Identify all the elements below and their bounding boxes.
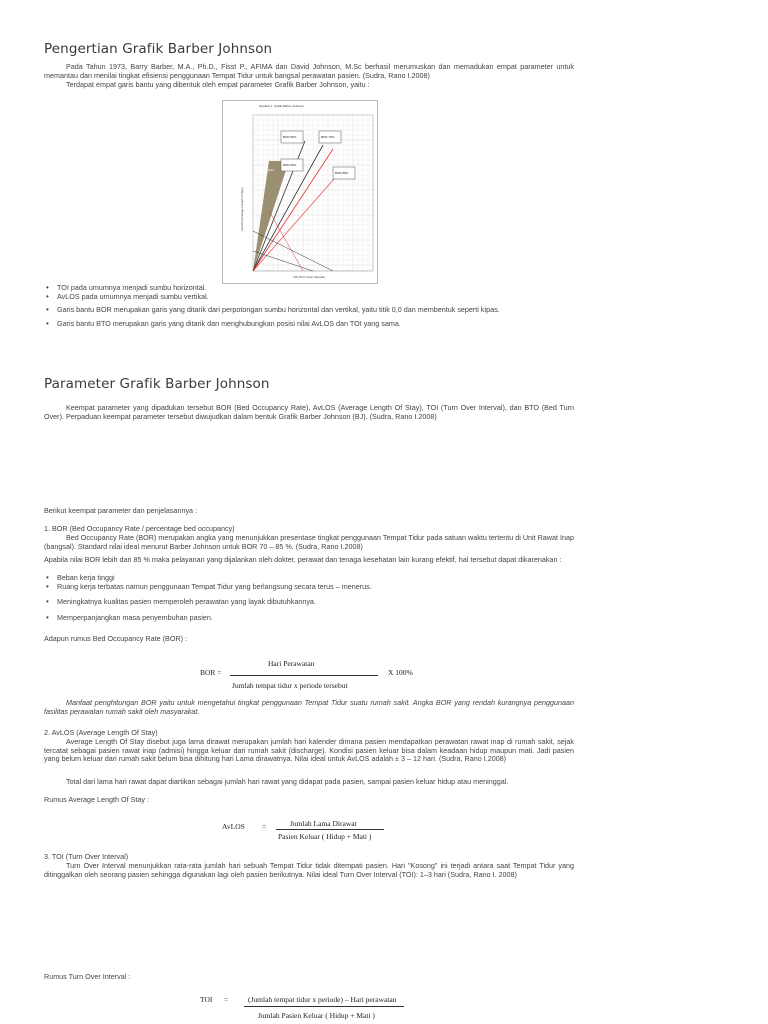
bor-heading: 1. BOR (Bed Occupancy Rate / percentage bed occupancy): [44, 524, 235, 533]
callout-1-text: BOR 50%: [283, 135, 297, 139]
avlos-formula-left: AvLOS: [222, 822, 245, 831]
avlos-formula-numerator: Jumlah Lama Dirawat: [290, 819, 357, 828]
bor-formula-divider: [230, 675, 378, 676]
toi-formula-denominator: Jumlah Pasien Keluar ( Hidup + Mati ): [258, 1011, 375, 1020]
avlos-text-2: Total dari lama hari rawat dapat diartikan sebagai jumlah hari rawat yang didapat pada pasien, sampai pasien keluar hidup atau meninggal.: [66, 777, 509, 786]
bor-formula-denominator: Jumlah tempat tidur x periode tersebut: [232, 681, 348, 690]
list-item: • TOI pada umumnya menjadi sumbu horizontal.: [44, 284, 584, 293]
bor-formula-left: BOR =: [200, 668, 222, 677]
callout-4-text: BOR 90%: [283, 163, 297, 167]
intro-paragraph-2: Terdapat empat garis bantu yang dibentuk oleh empat parameter Grafik Barber Johnson, yaitu :: [66, 80, 370, 89]
chart-ylabel: AvLOS (Average Length of Stay): [240, 187, 244, 231]
toi-formula-left: TOI: [200, 995, 213, 1004]
list-item: • Garis bantu BTO merupakan garis yang ditarik dan menghubungkan posisi nilai AvLOS dan TOI yang sama.: [44, 320, 584, 329]
avlos-formula-divider: [276, 829, 384, 830]
bor-text-2: Apabila nilai BOR lebih dari 85 % maka pelayanan yang dijalankan oleh dokter, perawat dan tenaga kesehatan lain kurang efektif, hal tersebut dapat dikarenakan :: [44, 555, 562, 564]
section-title-parameter: Parameter Grafik Barber Johnson: [44, 376, 270, 392]
intro-paragraph: Pada Tahun 1973, Barry Barber, M.A., Ph.D., Fisst P., AFIMA dan David Johnson, M.Sc berhasil merumuskan dan memadukan empat parameter untuk memantau dan menilai tingkat efisiensi penggunaan Tempat Tidur untuk bangsal perawatan pasien. (Sudra, Rano I.2008): [44, 62, 574, 80]
toi-formula-numerator: (Jumlah tempat tidur x periode) – Hari perawatan: [248, 995, 397, 1004]
list-item: • Ruang kerja terbatas namun penggunaan Tempat Tidur yang berlangsung secara terus – menerus.: [44, 583, 584, 592]
bor-bullet-list: [44, 574, 584, 622]
list-item: • Beban kerja tinggi: [44, 574, 584, 583]
toi-text: Turn Over Interval menunjukkan rata-rata jumlah hari sebuah Tempat Tidur tidak ditempati pasien. Hari "Kosong" ini terjadi antara saat Tempat Tidur yang ditinggalkan oleh seorang pasien sehingga digunakan lagi oleh pasien berikutnya. Nilai ideal Turn Over Interval (TOI): 1–3 hari (Sudra, Rano I. 2008): [44, 861, 574, 879]
parameter-paragraph: Keempat parameter yang dipadukan tersebut BOR (Bed Occupancy Rate), AvLOS (Average Length Of Stay), TOI (Turn Over Interval), dan BTO (Bed Turn Over). Perpaduan keempat parameter tersebut diwujudkan dalam bentuk Grafik Barber Johnson (BJ). (Sudra, Rano I.2008): [44, 403, 574, 421]
efficient-region-label: Daerah Efisien: [256, 168, 275, 172]
toi-formula-lead: Rumus Turn Over Interval :: [44, 972, 131, 981]
avlos-formula-denominator: Pasien Keluar ( Hidup + Mati ): [278, 832, 372, 841]
avlos-heading: 2. AvLOS (Average Length Of Stay): [44, 728, 158, 737]
bor-formula-lead: Adapun rumus Bed Occupancy Rate (BOR) :: [44, 634, 188, 643]
section1-bullet-list: [44, 284, 584, 328]
list-item: • Meningkatnya kualitas pasien memperoleh perawatan yang layak dibutuhkannya.: [44, 598, 584, 607]
parameter-lead: Berikut keempat parameter dan penjelasannya :: [44, 506, 198, 515]
chart-title: Gambar 1. Grafik Barber Johnson: [259, 104, 305, 108]
barber-johnson-svg: [223, 101, 377, 283]
section-title-pengertian: Pengertian Grafik Barber Johnson: [44, 41, 273, 57]
bor-text: Bed Occupancy Rate (BOR) merupakan angka yang menunjukkan presentase tingkat penggunaan Tempat Tidur pada satuan waktu tertentu di Unit Rawat Inap (bangsal). Standard nilai ideal menurut Barber Johnson untuk BOR 70 – 85 %. (Sudra, Rano I.2008): [44, 533, 574, 551]
list-item: • Garis bantu BOR merupakan garis yang ditarik dari perpotongan sumbu horizontal dan vertikal, yaitu titik 0,0 dan membentuk seperti kipas.: [44, 306, 584, 315]
avlos-text: Average Length Of Stay disebut juga lama dirawat merupakan jumlah hari kalender dimana pasien mendapatkan perawatan rawat inap di rumah sakit, sejak tercatat sebagai pasien rawat inap (admisi) hingga keluar dari rumah sakit (discharge). Kondisi pasien keluar bisa dalam keadaan hidup maupun mati. Jadi pasien yang belum keluar dari rumah sakit belum bisa dihitung hari Lama dirawatnya. Nilai ideal untuk AvLOS adalah ± 3 – 12 hari. (Sudra, Rano I.2008): [44, 737, 574, 764]
bor-formula-multiplier: X 100%: [388, 668, 413, 677]
avlos-formula-equals: =: [262, 822, 267, 831]
list-item: • AvLOS pada umumnya menjadi sumbu vertikal.: [44, 293, 584, 302]
barber-johnson-chart: [222, 100, 378, 284]
bor-formula-numerator: Hari Perawatan: [268, 659, 315, 668]
toi-formula-equals: =: [224, 995, 229, 1004]
avlos-formula-lead: Rumus Average Length Of Stay :: [44, 795, 149, 804]
toi-formula-divider: [244, 1006, 404, 1007]
chart-xlabel: TOI (Turn Over Interval): [293, 275, 325, 279]
toi-heading: 3. TOI (Turn Over Interval): [44, 852, 129, 861]
callout-3-text: BOR 85%: [335, 171, 349, 175]
list-item: • Memperpanjangkan masa penyembuhan pasien.: [44, 614, 584, 623]
callout-2-text: BOR 70%: [321, 135, 335, 139]
bor-note: Manfaat penghitungan BOR yaitu untuk mengetahui tingkat penggunaan Tempat Tidur suatu rumah sakit. Angka BOR yang rendah kurangnya penggunaan fasilitas perawatan rumah sakit oleh masyarakat.: [44, 698, 574, 716]
